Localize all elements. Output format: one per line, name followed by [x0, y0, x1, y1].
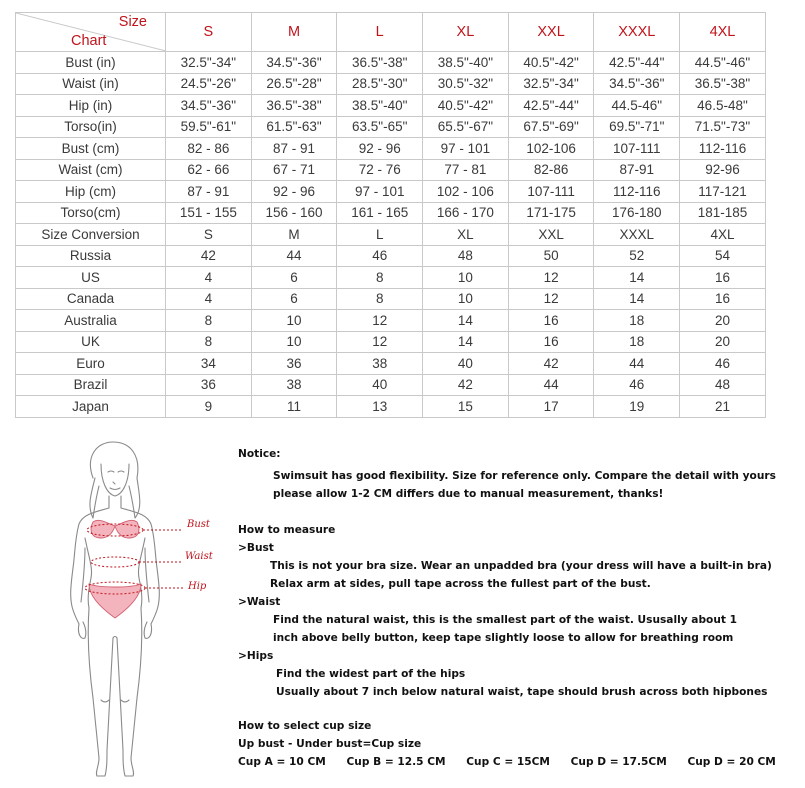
- row-label: US: [16, 267, 166, 289]
- table-cell: 9: [166, 396, 252, 418]
- corner-chart-label: Chart: [71, 33, 107, 49]
- row-label: Russia: [16, 245, 166, 267]
- table-cell: 12: [508, 288, 594, 310]
- table-cell: 24.5"-26": [166, 73, 252, 95]
- table-cell: 87 - 91: [251, 138, 337, 160]
- table-cell: 15: [423, 396, 509, 418]
- header-size-4xl: 4XL: [680, 13, 766, 52]
- cup-d-value: Cup D = 17.5CM: [570, 756, 667, 768]
- table-row: [16, 116, 766, 138]
- row-label: Torso(in): [16, 116, 166, 138]
- cup-a-value: Cup A = 10 CM: [238, 756, 326, 768]
- cup-b-value: Cup B = 12.5 CM: [346, 756, 446, 768]
- cup-d2-value: Cup D = 20 CM: [687, 756, 776, 768]
- header-size-l: L: [337, 13, 423, 52]
- table-cell: XL: [423, 224, 509, 246]
- table-cell: 44: [251, 245, 337, 267]
- table-row: [16, 310, 766, 332]
- table-cell: 16: [680, 288, 766, 310]
- bikini-top-shape: [91, 520, 139, 538]
- table-cell: 16: [508, 331, 594, 353]
- table-body: [16, 52, 766, 418]
- table-cell: 117-121: [680, 181, 766, 203]
- table-cell: 82 - 86: [166, 138, 252, 160]
- table-cell: 20: [680, 331, 766, 353]
- table-cell: 59.5"-61": [166, 116, 252, 138]
- table-cell: 63.5"-65": [337, 116, 423, 138]
- table-cell: 42: [508, 353, 594, 375]
- hips-line-1: Find the widest part of the hips: [276, 668, 466, 680]
- bust-section-title: >Bust: [238, 542, 274, 554]
- how-to-measure-title: How to measure: [238, 524, 336, 536]
- table-cell: 176-180: [594, 202, 680, 224]
- table-cell: XXXL: [594, 224, 680, 246]
- table-cell: 16: [508, 310, 594, 332]
- waist-line-1: Find the natural waist, this is the smallest part of the waist. Ususally about 1: [273, 614, 737, 626]
- table-row: [16, 396, 766, 418]
- table-cell: 14: [594, 267, 680, 289]
- header-size-s: S: [166, 13, 252, 52]
- table-row: [16, 331, 766, 353]
- table-cell: 12: [337, 331, 423, 353]
- bikini-bottom-shape: [89, 584, 141, 618]
- row-label: Hip (cm): [16, 181, 166, 203]
- table-cell: 44: [594, 353, 680, 375]
- row-label: UK: [16, 331, 166, 353]
- row-label: Hip (in): [16, 95, 166, 117]
- header-size-xxl: XXL: [508, 13, 594, 52]
- table-cell: 12: [337, 310, 423, 332]
- table-cell: 12: [508, 267, 594, 289]
- table-cell: 61.5"-63": [251, 116, 337, 138]
- table-cell: 18: [594, 310, 680, 332]
- table-cell: 44: [508, 374, 594, 396]
- table-cell: 166 - 170: [423, 202, 509, 224]
- table-cell: 151 - 155: [166, 202, 252, 224]
- notice-line-2: please allow 1-2 CM differs due to manual measurement, thanks!: [273, 488, 664, 500]
- table-cell: 102 - 106: [423, 181, 509, 203]
- table-cell: 38.5"-40": [337, 95, 423, 117]
- header-size-xxxl: XXXL: [594, 13, 680, 52]
- table-cell: 4: [166, 288, 252, 310]
- table-cell: 18: [594, 331, 680, 353]
- table-cell: 21: [680, 396, 766, 418]
- body-measurement-figure: [55, 438, 225, 783]
- table-cell: 112-116: [594, 181, 680, 203]
- table-row: [16, 181, 766, 203]
- table-cell: 36.5"-38": [337, 52, 423, 74]
- table-cell: 28.5"-30": [337, 73, 423, 95]
- hip-label: Hip: [188, 581, 207, 592]
- waist-measure-line: [91, 557, 139, 567]
- table-cell: 52: [594, 245, 680, 267]
- table-row: [16, 288, 766, 310]
- table-cell: 36: [251, 353, 337, 375]
- row-label: Canada: [16, 288, 166, 310]
- table-cell: 30.5"-32": [423, 73, 509, 95]
- header-size-m: M: [251, 13, 337, 52]
- table-cell: 46: [594, 374, 680, 396]
- table-row: [16, 73, 766, 95]
- table-row: [16, 353, 766, 375]
- table-cell: 42.5"-44": [594, 52, 680, 74]
- table-cell: 46: [680, 353, 766, 375]
- table-cell: 46: [337, 245, 423, 267]
- table-cell: 92 - 96: [251, 181, 337, 203]
- table-cell: 34.5"-36": [594, 73, 680, 95]
- cup-size-list: [238, 753, 793, 771]
- table-cell: 11: [251, 396, 337, 418]
- table-cell: 6: [251, 288, 337, 310]
- cup-c-value: Cup C = 15CM: [466, 756, 550, 768]
- row-label: Brazil: [16, 374, 166, 396]
- table-cell: 32.5"-34": [166, 52, 252, 74]
- table-cell: 48: [423, 245, 509, 267]
- table-cell: 156 - 160: [251, 202, 337, 224]
- table-cell: 14: [423, 331, 509, 353]
- table-row: [16, 245, 766, 267]
- notice-line-1: Swimsuit has good flexibility. Size for reference only. Compare the detail with yours: [273, 470, 776, 482]
- table-cell: 69.5"-71": [594, 116, 680, 138]
- table-cell: 44.5-46": [594, 95, 680, 117]
- table-cell: 67 - 71: [251, 159, 337, 181]
- table-cell: 38.5"-40": [423, 52, 509, 74]
- table-cell: 171-175: [508, 202, 594, 224]
- table-cell: 107-111: [594, 138, 680, 160]
- table-cell: 16: [680, 267, 766, 289]
- table-header-row: [16, 13, 766, 52]
- table-cell: 20: [680, 310, 766, 332]
- table-cell: 38: [251, 374, 337, 396]
- table-cell: 8: [166, 310, 252, 332]
- table-cell: 10: [251, 310, 337, 332]
- table-cell: 97 - 101: [423, 138, 509, 160]
- table-cell: 92 - 96: [337, 138, 423, 160]
- table-cell: 6: [251, 267, 337, 289]
- table-cell: 42.5"-44": [508, 95, 594, 117]
- table-cell: 40: [423, 353, 509, 375]
- table-cell: 13: [337, 396, 423, 418]
- table-cell: 8: [337, 288, 423, 310]
- table-cell: 92-96: [680, 159, 766, 181]
- hair-outline: [90, 442, 140, 518]
- table-corner-cell: [16, 13, 166, 52]
- table-cell: 14: [594, 288, 680, 310]
- size-chart-table: [15, 12, 766, 418]
- table-cell: 34.5"-36": [166, 95, 252, 117]
- hips-section-title: >Hips: [238, 650, 274, 662]
- table-cell: 46.5-48": [680, 95, 766, 117]
- row-label: Japan: [16, 396, 166, 418]
- table-cell: 40: [337, 374, 423, 396]
- table-cell: 40.5"-42": [508, 52, 594, 74]
- table-row: [16, 159, 766, 181]
- table-cell: 10: [251, 331, 337, 353]
- corner-size-label: Size: [118, 14, 147, 30]
- table-cell: 4: [166, 267, 252, 289]
- row-label: Australia: [16, 310, 166, 332]
- table-cell: 97 - 101: [337, 181, 423, 203]
- table-cell: XXL: [508, 224, 594, 246]
- bust-line-2: Relax arm at sides, pull tape across the fullest part of the bust.: [270, 578, 651, 590]
- table-cell: 36.5"-38": [251, 95, 337, 117]
- row-label: Waist (cm): [16, 159, 166, 181]
- table-cell: 48: [680, 374, 766, 396]
- table-row: [16, 224, 766, 246]
- table-cell: M: [251, 224, 337, 246]
- table-cell: 44.5"-46": [680, 52, 766, 74]
- bust-line-1: This is not your bra size. Wear an unpadded bra (your dress will have a built-in bra): [270, 560, 772, 572]
- table-cell: 36.5"-38": [680, 73, 766, 95]
- table-cell: 54: [680, 245, 766, 267]
- row-label: Size Conversion: [16, 224, 166, 246]
- table-cell: 161 - 165: [337, 202, 423, 224]
- waist-section-title: >Waist: [238, 596, 281, 608]
- table-cell: 87-91: [594, 159, 680, 181]
- table-cell: 107-111: [508, 181, 594, 203]
- hips-line-2: Usually about 7 inch below natural waist, tape should brush across both hipbones: [276, 686, 768, 698]
- table-cell: 8: [166, 331, 252, 353]
- table-cell: 36: [166, 374, 252, 396]
- table-cell: 67.5"-69": [508, 116, 594, 138]
- table-cell: 50: [508, 245, 594, 267]
- table-cell: 87 - 91: [166, 181, 252, 203]
- table-row: [16, 52, 766, 74]
- table-cell: 72 - 76: [337, 159, 423, 181]
- table-cell: 10: [423, 267, 509, 289]
- table-cell: 65.5"-67": [423, 116, 509, 138]
- swimsuit-outline: [89, 520, 141, 618]
- row-label: Bust (cm): [16, 138, 166, 160]
- table-cell: 32.5"-34": [508, 73, 594, 95]
- table-cell: 42: [166, 245, 252, 267]
- table-cell: 17: [508, 396, 594, 418]
- header-size-xl: XL: [423, 13, 509, 52]
- row-label: Bust (in): [16, 52, 166, 74]
- table-cell: 34.5"-36": [251, 52, 337, 74]
- table-row: [16, 374, 766, 396]
- row-label: Torso(cm): [16, 202, 166, 224]
- cup-size-formula: Up bust - Under bust=Cup size: [238, 738, 422, 750]
- table-cell: 8: [337, 267, 423, 289]
- table-cell: 82-86: [508, 159, 594, 181]
- table-cell: 4XL: [680, 224, 766, 246]
- table-cell: 77 - 81: [423, 159, 509, 181]
- table-cell: 38: [337, 353, 423, 375]
- table-cell: 26.5"-28": [251, 73, 337, 95]
- table-cell: S: [166, 224, 252, 246]
- table-cell: 40.5"-42": [423, 95, 509, 117]
- table-cell: 42: [423, 374, 509, 396]
- table-cell: 14: [423, 310, 509, 332]
- row-label: Waist (in): [16, 73, 166, 95]
- table-cell: 19: [594, 396, 680, 418]
- cup-size-title: How to select cup size: [238, 720, 372, 732]
- table-cell: 102-106: [508, 138, 594, 160]
- table-cell: 10: [423, 288, 509, 310]
- table-cell: 34: [166, 353, 252, 375]
- table-cell: L: [337, 224, 423, 246]
- table-row: [16, 138, 766, 160]
- waist-line-2: inch above belly button, keep tape slightly loose to allow for breathing room: [273, 632, 734, 644]
- waist-label: Waist: [185, 551, 213, 562]
- table-row: [16, 267, 766, 289]
- notice-title: Notice:: [238, 448, 281, 460]
- table-cell: 181-185: [680, 202, 766, 224]
- bust-label: Bust: [187, 519, 210, 530]
- table-row: [16, 202, 766, 224]
- table-cell: 112-116: [680, 138, 766, 160]
- row-label: Euro: [16, 353, 166, 375]
- table-cell: 71.5"-73": [680, 116, 766, 138]
- table-row: [16, 95, 766, 117]
- table-cell: 62 - 66: [166, 159, 252, 181]
